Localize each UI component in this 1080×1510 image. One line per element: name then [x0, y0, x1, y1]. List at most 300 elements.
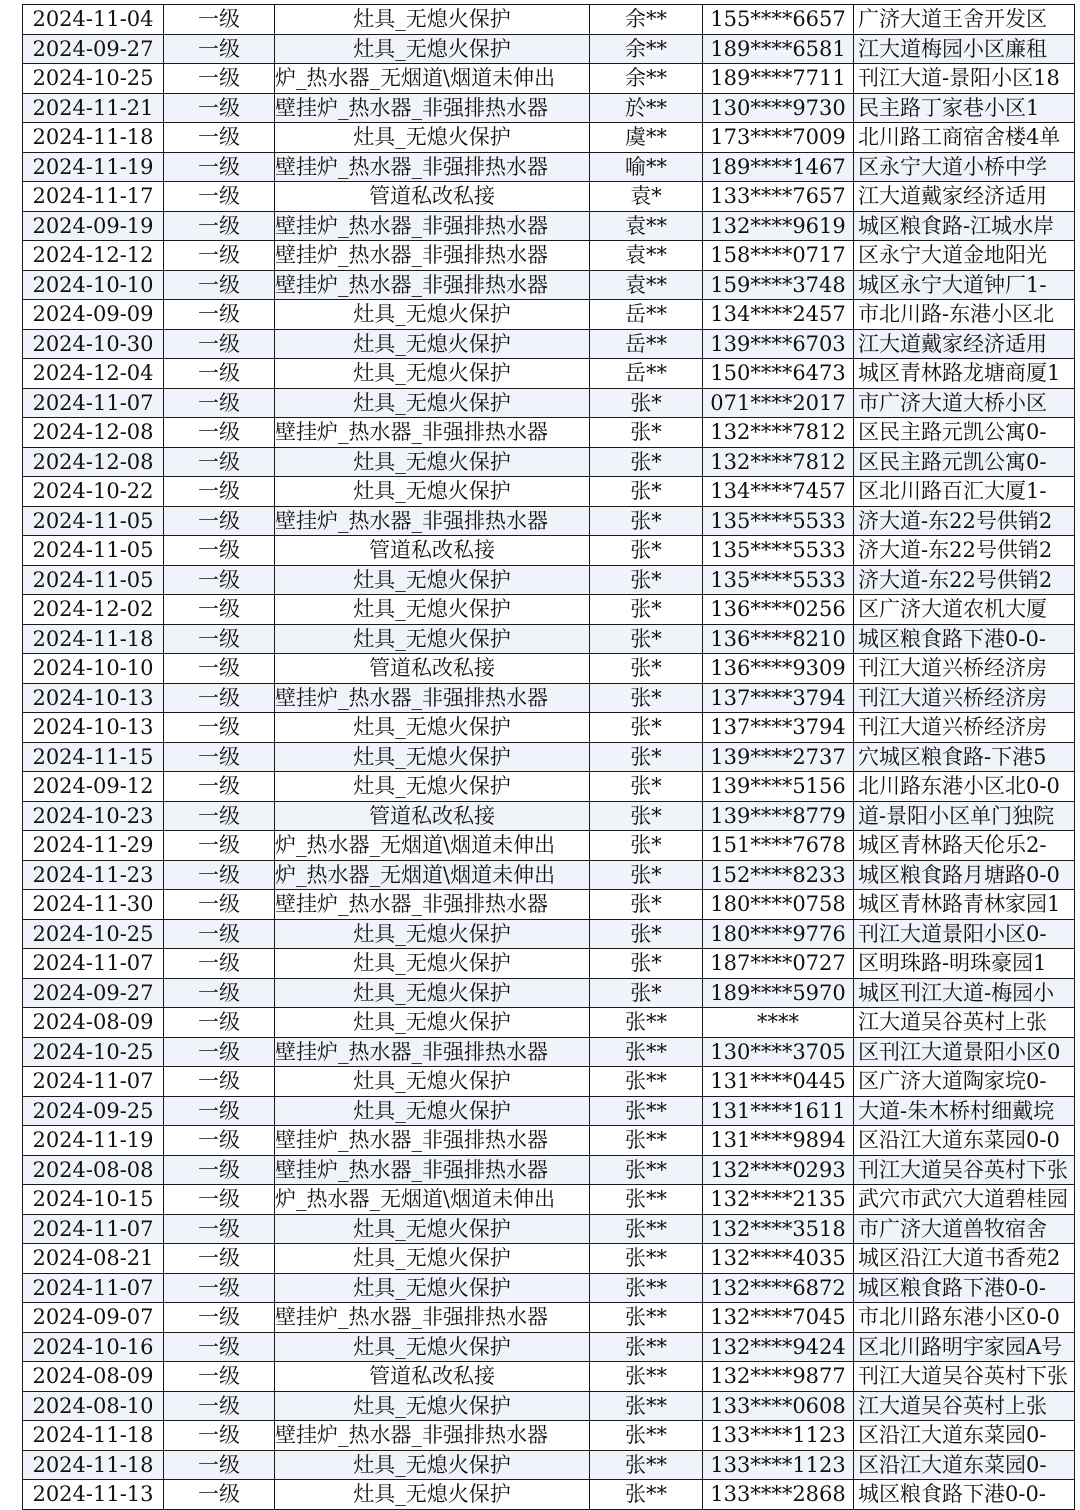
date-cell: 2024-11-05 — [23, 506, 164, 536]
level-cell: 一级 — [164, 831, 275, 861]
hazard-cell: 壁挂炉_热水器_非强排热水器 — [275, 270, 590, 300]
table-row — [23, 1126, 1075, 1156]
phone-cell: 135****5533 — [703, 536, 854, 566]
phone-cell: 137****3794 — [703, 713, 854, 743]
hazard-cell: 壁挂炉_热水器_非强排热水器 — [275, 1037, 590, 1067]
table-row — [23, 34, 1075, 64]
address-cell: 区沿江大道东菜园0-0 — [854, 1126, 1075, 1156]
hazard-cell: 灶具_无熄火保护 — [275, 1096, 590, 1126]
address-cell: 民主路丁家巷小区1 — [854, 93, 1075, 123]
table-row — [23, 1037, 1075, 1067]
level-cell: 一级 — [164, 1244, 275, 1274]
table-row — [23, 1303, 1075, 1333]
hazard-cell: 管道私改私接 — [275, 182, 590, 212]
address-cell: 城区永宁大道钟厂1- — [854, 270, 1075, 300]
address-cell: 江大道戴家经济适用 — [854, 329, 1075, 359]
table-row — [23, 860, 1075, 890]
level-cell: 一级 — [164, 919, 275, 949]
table-row — [23, 654, 1075, 684]
hazard-cell: 壁挂炉_热水器_非强排热水器 — [275, 418, 590, 448]
hazard-cell: 灶具_无熄火保护 — [275, 300, 590, 330]
name-cell: 张* — [590, 595, 703, 625]
table-row — [23, 93, 1075, 123]
address-cell: 武穴市武穴大道碧桂园 — [854, 1185, 1075, 1215]
level-cell: 一级 — [164, 388, 275, 418]
address-cell: 刊江大道兴桥经济房 — [854, 683, 1075, 713]
name-cell: 袁** — [590, 211, 703, 241]
level-cell: 一级 — [164, 654, 275, 684]
hazard-cell: 灶具_无熄火保护 — [275, 329, 590, 359]
date-cell: 2024-12-04 — [23, 359, 164, 389]
phone-cell: 137****3794 — [703, 683, 854, 713]
address-cell: 江大道戴家经济适用 — [854, 182, 1075, 212]
address-cell: 穴城区粮食路-下港5 — [854, 742, 1075, 772]
phone-cell: **** — [703, 1008, 854, 1038]
table-row — [23, 565, 1075, 595]
address-cell: 刊江大道景阳小区0- — [854, 919, 1075, 949]
table-row — [23, 152, 1075, 182]
hazard-cell: 灶具_无熄火保护 — [275, 1067, 590, 1097]
address-cell: 区永宁大道小桥中学 — [854, 152, 1075, 182]
date-cell: 2024-09-07 — [23, 1303, 164, 1333]
phone-cell: 071****2017 — [703, 388, 854, 418]
table-row — [23, 1185, 1075, 1215]
hazard-cell: 管道私改私接 — [275, 654, 590, 684]
date-cell: 2024-10-13 — [23, 713, 164, 743]
table-row — [23, 624, 1075, 654]
hazard-records-table — [22, 4, 1075, 1510]
phone-cell: 134****2457 — [703, 300, 854, 330]
date-cell: 2024-11-07 — [23, 1273, 164, 1303]
address-cell: 区沿江大道东菜园0- — [854, 1450, 1075, 1480]
address-cell: 区民主路元凯公寓0- — [854, 447, 1075, 477]
date-cell: 2024-10-25 — [23, 1037, 164, 1067]
table-row — [23, 536, 1075, 566]
date-cell: 2024-12-08 — [23, 418, 164, 448]
phone-cell: 158****0717 — [703, 241, 854, 271]
date-cell: 2024-11-05 — [23, 536, 164, 566]
date-cell: 2024-11-17 — [23, 182, 164, 212]
table-row — [23, 1332, 1075, 1362]
address-cell: 市北川路-东港小区北 — [854, 300, 1075, 330]
hazard-cell: 壁挂炉_热水器_非强排热水器 — [275, 683, 590, 713]
date-cell: 2024-11-30 — [23, 890, 164, 920]
address-cell: 刊江大道-景阳小区18 — [854, 64, 1075, 94]
date-cell: 2024-11-07 — [23, 949, 164, 979]
phone-cell: 132****7812 — [703, 447, 854, 477]
hazard-cell: 灶具_无熄火保护 — [275, 34, 590, 64]
level-cell: 一级 — [164, 1480, 275, 1510]
hazard-cell: 炉_热水器_无烟道\烟道未伸出 — [275, 1185, 590, 1215]
table-row — [23, 1362, 1075, 1392]
table-row — [23, 123, 1075, 153]
table-row — [23, 772, 1075, 802]
date-cell: 2024-12-08 — [23, 447, 164, 477]
address-cell: 济大道-东22号供销2 — [854, 536, 1075, 566]
hazard-cell: 壁挂炉_热水器_非强排热水器 — [275, 506, 590, 536]
table-row — [23, 359, 1075, 389]
level-cell: 一级 — [164, 565, 275, 595]
hazard-cell: 灶具_无熄火保护 — [275, 5, 590, 35]
table-row — [23, 1421, 1075, 1451]
date-cell: 2024-11-04 — [23, 5, 164, 35]
address-cell: 刊江大道吴谷英村下张 — [854, 1155, 1075, 1185]
level-cell: 一级 — [164, 270, 275, 300]
table-row — [23, 1155, 1075, 1185]
name-cell: 张* — [590, 831, 703, 861]
level-cell: 一级 — [164, 241, 275, 271]
hazard-cell: 灶具_无熄火保护 — [275, 477, 590, 507]
level-cell: 一级 — [164, 329, 275, 359]
table-row — [23, 1244, 1075, 1274]
level-cell: 一级 — [164, 624, 275, 654]
phone-cell: 132****6872 — [703, 1273, 854, 1303]
date-cell: 2024-11-07 — [23, 1067, 164, 1097]
level-cell: 一级 — [164, 93, 275, 123]
hazard-cell: 壁挂炉_热水器_非强排热水器 — [275, 93, 590, 123]
hazard-cell: 灶具_无熄火保护 — [275, 742, 590, 772]
date-cell: 2024-08-09 — [23, 1362, 164, 1392]
phone-cell: 131****9894 — [703, 1126, 854, 1156]
name-cell: 张** — [590, 1391, 703, 1421]
date-cell: 2024-11-07 — [23, 1214, 164, 1244]
level-cell: 一级 — [164, 1037, 275, 1067]
level-cell: 一级 — [164, 447, 275, 477]
date-cell: 2024-08-21 — [23, 1244, 164, 1274]
level-cell: 一级 — [164, 1155, 275, 1185]
table-row — [23, 1450, 1075, 1480]
phone-cell: 150****6473 — [703, 359, 854, 389]
address-cell: 道-景阳小区单门独院 — [854, 801, 1075, 831]
name-cell: 岳** — [590, 329, 703, 359]
table-row — [23, 595, 1075, 625]
phone-cell: 133****1123 — [703, 1450, 854, 1480]
address-cell: 区沿江大道东菜园0- — [854, 1421, 1075, 1451]
phone-cell: 130****9730 — [703, 93, 854, 123]
table-row — [23, 300, 1075, 330]
level-cell: 一级 — [164, 477, 275, 507]
level-cell: 一级 — [164, 1096, 275, 1126]
name-cell: 张** — [590, 1362, 703, 1392]
name-cell: 张** — [590, 1008, 703, 1038]
address-cell: 城区粮食路-江城水岸 — [854, 211, 1075, 241]
table-row — [23, 418, 1075, 448]
date-cell: 2024-11-19 — [23, 1126, 164, 1156]
level-cell: 一级 — [164, 211, 275, 241]
date-cell: 2024-09-09 — [23, 300, 164, 330]
address-cell: 北川路东港小区北0-0 — [854, 772, 1075, 802]
table-row — [23, 506, 1075, 536]
hazard-cell: 灶具_无熄火保护 — [275, 595, 590, 625]
table-row — [23, 713, 1075, 743]
name-cell: 张* — [590, 418, 703, 448]
name-cell: 张* — [590, 654, 703, 684]
address-cell: 市广济大道兽牧宿舍 — [854, 1214, 1075, 1244]
address-cell: 区广济大道农机大厦 — [854, 595, 1075, 625]
level-cell: 一级 — [164, 64, 275, 94]
phone-cell: 130****3705 — [703, 1037, 854, 1067]
name-cell: 张* — [590, 713, 703, 743]
hazard-cell: 管道私改私接 — [275, 536, 590, 566]
date-cell: 2024-10-13 — [23, 683, 164, 713]
table-row — [23, 742, 1075, 772]
phone-cell: 136****9309 — [703, 654, 854, 684]
name-cell: 张* — [590, 565, 703, 595]
table-row — [23, 211, 1075, 241]
phone-cell: 136****8210 — [703, 624, 854, 654]
name-cell: 张** — [590, 1096, 703, 1126]
phone-cell: 139****8779 — [703, 801, 854, 831]
name-cell: 张** — [590, 1214, 703, 1244]
name-cell: 张** — [590, 1185, 703, 1215]
phone-cell: 133****7657 — [703, 182, 854, 212]
name-cell: 袁* — [590, 182, 703, 212]
hazard-cell: 灶具_无熄火保护 — [275, 1332, 590, 1362]
name-cell: 张** — [590, 1037, 703, 1067]
level-cell: 一级 — [164, 123, 275, 153]
date-cell: 2024-10-30 — [23, 329, 164, 359]
level-cell: 一级 — [164, 1362, 275, 1392]
address-cell: 济大道-东22号供销2 — [854, 506, 1075, 536]
hazard-cell: 壁挂炉_热水器_非强排热水器 — [275, 1421, 590, 1451]
level-cell: 一级 — [164, 152, 275, 182]
hazard-cell: 壁挂炉_热水器_非强排热水器 — [275, 152, 590, 182]
hazard-cell: 灶具_无熄火保护 — [275, 919, 590, 949]
level-cell: 一级 — [164, 1391, 275, 1421]
level-cell: 一级 — [164, 860, 275, 890]
date-cell: 2024-11-15 — [23, 742, 164, 772]
name-cell: 张* — [590, 477, 703, 507]
date-cell: 2024-10-23 — [23, 801, 164, 831]
phone-cell: 131****0445 — [703, 1067, 854, 1097]
hazard-cell: 炉_热水器_无烟道\烟道未伸出 — [275, 831, 590, 861]
phone-cell: 135****5533 — [703, 506, 854, 536]
name-cell: 张* — [590, 978, 703, 1008]
phone-cell: 132****9877 — [703, 1362, 854, 1392]
name-cell: 虞** — [590, 123, 703, 153]
table-row — [23, 978, 1075, 1008]
hazard-cell: 灶具_无熄火保护 — [275, 624, 590, 654]
phone-cell: 180****9776 — [703, 919, 854, 949]
name-cell: 余** — [590, 5, 703, 35]
level-cell: 一级 — [164, 772, 275, 802]
date-cell: 2024-11-19 — [23, 152, 164, 182]
hazard-cell: 灶具_无熄火保护 — [275, 565, 590, 595]
name-cell: 张* — [590, 536, 703, 566]
table-row — [23, 1067, 1075, 1097]
level-cell: 一级 — [164, 949, 275, 979]
level-cell: 一级 — [164, 1008, 275, 1038]
phone-cell: 136****0256 — [703, 595, 854, 625]
name-cell: 张** — [590, 1155, 703, 1185]
level-cell: 一级 — [164, 1126, 275, 1156]
hazard-cell: 灶具_无熄火保护 — [275, 772, 590, 802]
level-cell: 一级 — [164, 1185, 275, 1215]
table-row — [23, 683, 1075, 713]
address-cell: 城区沿江大道书香苑2 — [854, 1244, 1075, 1274]
name-cell: 张* — [590, 801, 703, 831]
name-cell: 张** — [590, 1303, 703, 1333]
level-cell: 一级 — [164, 1450, 275, 1480]
date-cell: 2024-10-15 — [23, 1185, 164, 1215]
address-cell: 区北川路明宇家园A号 — [854, 1332, 1075, 1362]
phone-cell: 133****1123 — [703, 1421, 854, 1451]
address-cell: 城区刊江大道-梅园小 — [854, 978, 1075, 1008]
hazard-cell: 炉_热水器_无烟道\烟道未伸出 — [275, 64, 590, 94]
hazard-cell: 壁挂炉_热水器_非强排热水器 — [275, 211, 590, 241]
name-cell: 岳** — [590, 300, 703, 330]
level-cell: 一级 — [164, 595, 275, 625]
table-row — [23, 447, 1075, 477]
address-cell: 城区青林路天伦乐2- — [854, 831, 1075, 861]
date-cell: 2024-10-10 — [23, 654, 164, 684]
name-cell: 张** — [590, 1067, 703, 1097]
phone-cell: 159****3748 — [703, 270, 854, 300]
phone-cell: 135****5533 — [703, 565, 854, 595]
hazard-cell: 壁挂炉_热水器_非强排热水器 — [275, 890, 590, 920]
hazard-cell: 灶具_无熄火保护 — [275, 388, 590, 418]
hazard-cell: 灶具_无熄火保护 — [275, 1391, 590, 1421]
hazard-cell: 灶具_无熄火保护 — [275, 123, 590, 153]
name-cell: 喻** — [590, 152, 703, 182]
address-cell: 北川路工商宿舍楼4单 — [854, 123, 1075, 153]
name-cell: 张** — [590, 1480, 703, 1510]
level-cell: 一级 — [164, 890, 275, 920]
phone-cell: 132****3518 — [703, 1214, 854, 1244]
table-row — [23, 831, 1075, 861]
table-row — [23, 1480, 1075, 1510]
address-cell: 城区青林路青林家园1 — [854, 890, 1075, 920]
date-cell: 2024-11-13 — [23, 1480, 164, 1510]
level-cell: 一级 — [164, 5, 275, 35]
date-cell: 2024-10-25 — [23, 919, 164, 949]
date-cell: 2024-10-25 — [23, 64, 164, 94]
address-cell: 城区青林路龙塘商厦1 — [854, 359, 1075, 389]
phone-cell: 132****0293 — [703, 1155, 854, 1185]
date-cell: 2024-11-23 — [23, 860, 164, 890]
phone-cell: 189****6581 — [703, 34, 854, 64]
date-cell: 2024-09-25 — [23, 1096, 164, 1126]
date-cell: 2024-09-27 — [23, 34, 164, 64]
level-cell: 一级 — [164, 1067, 275, 1097]
address-cell: 区明珠路-明珠豪园1 — [854, 949, 1075, 979]
date-cell: 2024-11-07 — [23, 388, 164, 418]
level-cell: 一级 — [164, 359, 275, 389]
address-cell: 济大道-东22号供销2 — [854, 565, 1075, 595]
hazard-cell: 炉_热水器_无烟道\烟道未伸出 — [275, 860, 590, 890]
date-cell: 2024-11-29 — [23, 831, 164, 861]
date-cell: 2024-12-12 — [23, 241, 164, 271]
address-cell: 城区粮食路月塘路0-0 — [854, 860, 1075, 890]
name-cell: 张* — [590, 506, 703, 536]
hazard-cell: 灶具_无熄火保护 — [275, 1008, 590, 1038]
phone-cell: 132****9619 — [703, 211, 854, 241]
phone-cell: 132****7045 — [703, 1303, 854, 1333]
address-cell: 区永宁大道金地阳光 — [854, 241, 1075, 271]
table-row — [23, 5, 1075, 35]
name-cell: 袁** — [590, 270, 703, 300]
address-cell: 刊江大道兴桥经济房 — [854, 654, 1075, 684]
level-cell: 一级 — [164, 300, 275, 330]
phone-cell: 133****0608 — [703, 1391, 854, 1421]
name-cell: 张* — [590, 624, 703, 654]
phone-cell: 180****0758 — [703, 890, 854, 920]
phone-cell: 189****1467 — [703, 152, 854, 182]
address-cell: 刊江大道吴谷英村下张 — [854, 1362, 1075, 1392]
address-cell: 大道-朱木桥村细戴垸 — [854, 1096, 1075, 1126]
table-row — [23, 388, 1075, 418]
address-cell: 区刊江大道景阳小区0 — [854, 1037, 1075, 1067]
phone-cell: 155****6657 — [703, 5, 854, 35]
date-cell: 2024-08-09 — [23, 1008, 164, 1038]
phone-cell: 133****2868 — [703, 1480, 854, 1510]
hazard-cell: 管道私改私接 — [275, 801, 590, 831]
phone-cell: 132****9424 — [703, 1332, 854, 1362]
name-cell: 张** — [590, 1450, 703, 1480]
date-cell: 2024-11-18 — [23, 624, 164, 654]
hazard-cell: 壁挂炉_热水器_非强排热水器 — [275, 1303, 590, 1333]
phone-cell: 139****6703 — [703, 329, 854, 359]
phone-cell: 187****0727 — [703, 949, 854, 979]
level-cell: 一级 — [164, 182, 275, 212]
date-cell: 2024-09-19 — [23, 211, 164, 241]
phone-cell: 151****7678 — [703, 831, 854, 861]
address-cell: 区广济大道陶家垸0- — [854, 1067, 1075, 1097]
name-cell: 张** — [590, 1273, 703, 1303]
date-cell: 2024-11-05 — [23, 565, 164, 595]
level-cell: 一级 — [164, 742, 275, 772]
hazard-cell: 壁挂炉_热水器_非强排热水器 — [275, 1155, 590, 1185]
date-cell: 2024-09-12 — [23, 772, 164, 802]
hazard-cell: 灶具_无熄火保护 — [275, 1214, 590, 1244]
table-row — [23, 919, 1075, 949]
name-cell: 张* — [590, 742, 703, 772]
table-row — [23, 477, 1075, 507]
level-cell: 一级 — [164, 1332, 275, 1362]
level-cell: 一级 — [164, 34, 275, 64]
table-row — [23, 1273, 1075, 1303]
level-cell: 一级 — [164, 536, 275, 566]
phone-cell: 132****2135 — [703, 1185, 854, 1215]
name-cell: 余** — [590, 34, 703, 64]
name-cell: 张* — [590, 388, 703, 418]
table-row — [23, 949, 1075, 979]
level-cell: 一级 — [164, 683, 275, 713]
level-cell: 一级 — [164, 1303, 275, 1333]
hazard-cell: 管道私改私接 — [275, 1362, 590, 1392]
date-cell: 2024-11-18 — [23, 1450, 164, 1480]
table-row — [23, 270, 1075, 300]
table-row — [23, 182, 1075, 212]
address-cell: 区民主路元凯公寓0- — [854, 418, 1075, 448]
address-cell: 广济大道王舍开发区 — [854, 5, 1075, 35]
address-cell: 城区粮食路下港0-0- — [854, 624, 1075, 654]
level-cell: 一级 — [164, 801, 275, 831]
hazard-cell: 灶具_无熄火保护 — [275, 1244, 590, 1274]
date-cell: 2024-11-18 — [23, 123, 164, 153]
hazard-cell: 灶具_无熄火保护 — [275, 359, 590, 389]
table-row — [23, 1008, 1075, 1038]
level-cell: 一级 — [164, 713, 275, 743]
table-row — [23, 329, 1075, 359]
hazard-cell: 灶具_无熄火保护 — [275, 713, 590, 743]
address-cell: 市广济大道大桥小区 — [854, 388, 1075, 418]
phone-cell: 134****7457 — [703, 477, 854, 507]
phone-cell: 189****7711 — [703, 64, 854, 94]
date-cell: 2024-11-21 — [23, 93, 164, 123]
date-cell: 2024-08-10 — [23, 1391, 164, 1421]
table-row — [23, 1391, 1075, 1421]
